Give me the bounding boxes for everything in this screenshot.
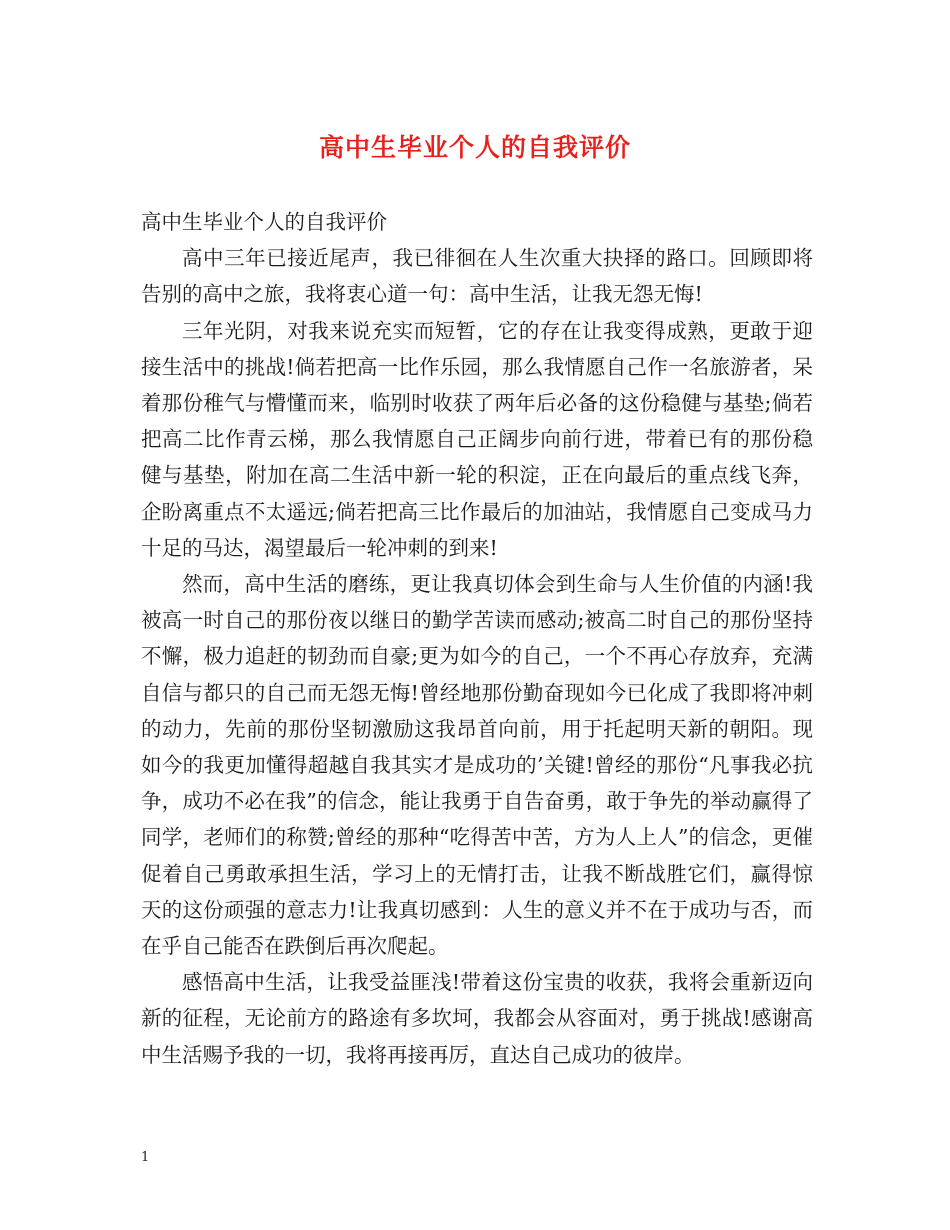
document-body <box>141 204 813 1073</box>
paragraph-4: 感悟高中生活，让我受益匪浅!带着这份宝贵的收获，我将会重新迈向新的征程，无论前方的路途有多坎坷，我都会从容面对，勇于挑战!感谢高中生活赐予我的一切，我将再接再厉，直达自己成功的彼岸。 <box>141 970 813 1067</box>
document-title: 高中生毕业个人的自我评价 <box>318 133 631 162</box>
paragraph-3: 然而，高中生活的磨练，更让我真切体会到生命与人生价值的内涵!我被高一时自己的那份夜以继日的勤学苦读而感动;被高二时自己的那份坚持不懈，极力追赶的韧劲而自豪;更为如今的自己，一个不再心存放弃，充满自信与都只的自己而无怨无悔!曾经地那份勤奋现如今已化成了我即将冲刺的动力，先前的那份坚韧激励这我昂首向前，用于托起明天新的朝阳。现如今的我更加懂得超越自我其实才是成功的’关键!曾经的那份“凡事我必抗争，成功不必在我”的信念，能让我勇于自告奋勇，敢于争先的举动赢得了同学，老师们的称赞;曾经的那种“吃得苦中苦，方为人上人”的信念，更催促着自己勇敢承担生活，学习上的无情打击，让我不断战胜它们，赢得惊天的这份顽强的意志力!让我真切感到：人生的意义并不在于成功与否，而在乎自己能否在跌倒后再次爬起。 <box>141 572 813 959</box>
page-number: 1 <box>141 1150 150 1165</box>
subtitle-line: 高中生毕业个人的自我评价 <box>141 210 387 234</box>
paragraph-2: 三年光阴，对我来说充实而短暂，它的存在让我变得成熟，更敢于迎接生活中的挑战!倘若把高一比作乐园，那么我情愿自己作一名旅游者，呆着那份稚气与懵懂而来，临别时收获了两年后必备的这份稳健与基垫;倘若把高二比作青云梯，那么我情愿自己正阔步向前行进，带着已有的那份稳健与基垫，附加在高二生活中新一轮的积淀，正在向最后的重点线飞奔，企盼离重点不太遥远;倘若把高三比作最后的加油站，我情愿自己变成马力十足的马达，渴望最后一轮冲刺的到来! <box>141 318 813 560</box>
paragraph-1: 高中三年已接近尾声，我已徘徊在人生次重大抉择的路口。回顾即将告别的高中之旅，我将衷心道一句：高中生活，让我无怨无悔! <box>141 246 813 307</box>
